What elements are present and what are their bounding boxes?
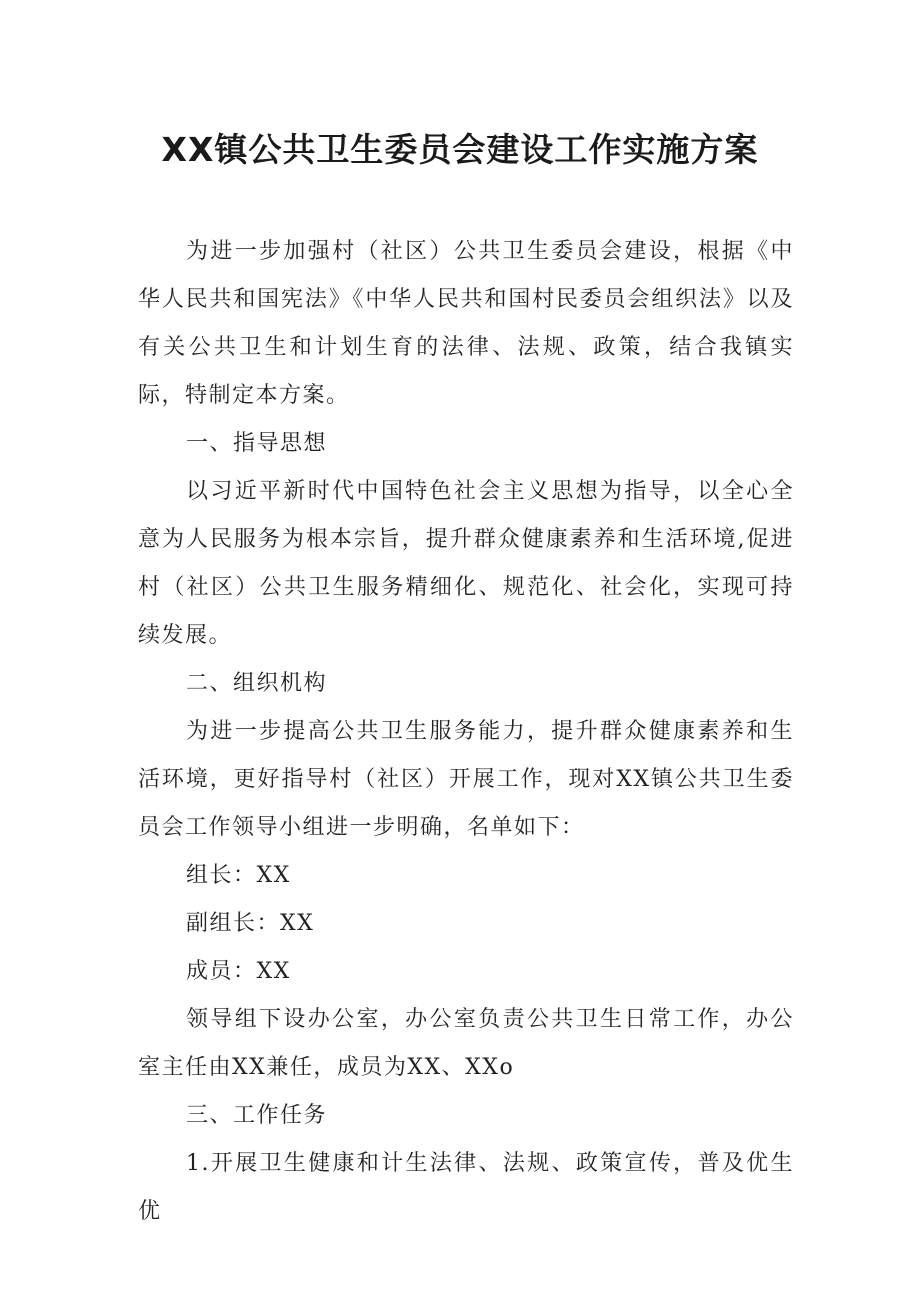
roster-members: 成员：XX <box>186 959 291 984</box>
section-heading-guiding-ideology: 一、指导思想 <box>186 431 328 456</box>
roster-deputy-leader: 副组长：XX <box>186 911 315 936</box>
section-paragraph-tasks: 1.开展卫生健康和计生法律、法规、政策宣传，普及优生优 <box>138 1151 794 1224</box>
section-heading-tasks: 三、工作任务 <box>186 1103 328 1128</box>
document-title: XX镇公共卫生委员会建设工作实施方案 <box>161 130 759 169</box>
section-heading-organization: 二、组织机构 <box>186 671 328 696</box>
section-paragraph-organization: 为进一步提高公共卫生服务能力，提升群众健康素养和生活环境，更好指导村（社区）开展工作，现对XX镇公共卫生委员会工作领导小组进一步明确，名单如下： <box>138 719 794 840</box>
document-body <box>138 228 794 1236</box>
section-paragraph-guiding-ideology: 以习近平新时代中国特色社会主义思想为指导，以全心全意为人民服务为根本宗旨，提升群众健康素养和生活环境,促进村（社区）公共卫生服务精细化、规范化、社会化，实现可持续发展。 <box>138 479 794 648</box>
intro-paragraph: 为进一步加强村（社区）公共卫生委员会建设，根据《中华人民共和国宪法》《中华人民共和国村民委员会组织法》以及有关公共卫生和计划生育的法律、法规、政策，结合我镇实际，特制定本方案。 <box>138 239 794 408</box>
roster-leader: 组长：XX <box>186 863 291 888</box>
office-paragraph: 领导组下设办公室，办公室负责公共卫生日常工作，办公室主任由XX兼任，成员为XX、XXo <box>138 1007 794 1080</box>
